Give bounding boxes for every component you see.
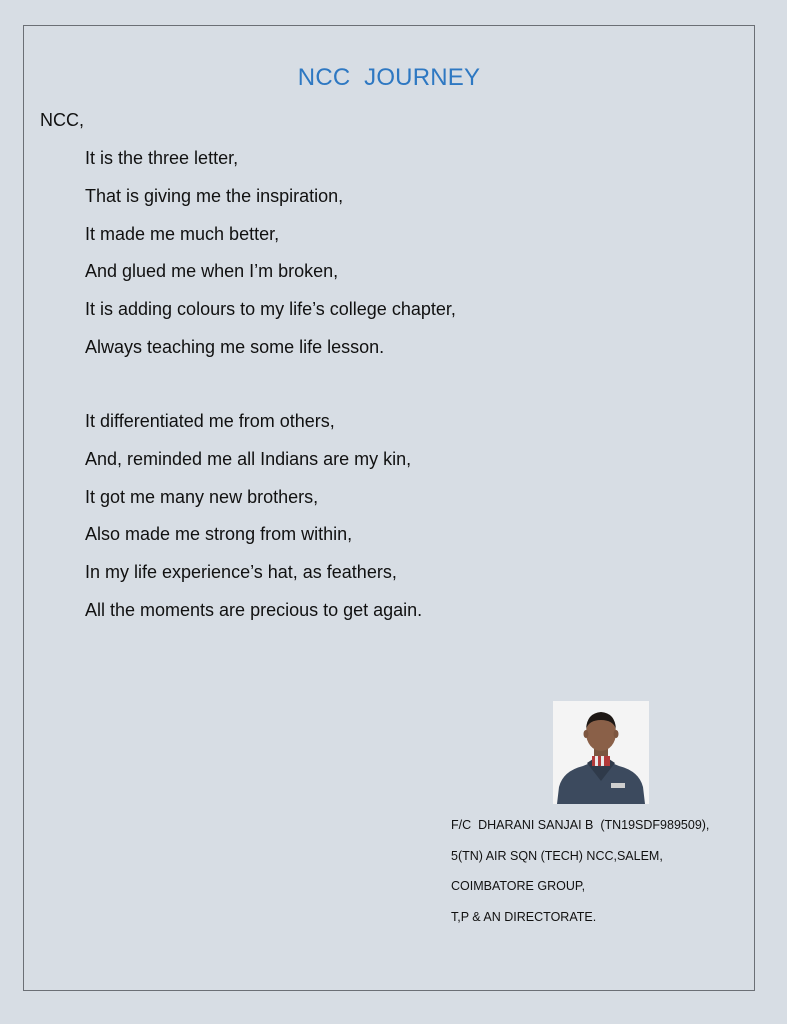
- signature-block: [451, 818, 709, 940]
- poem-line: It made me much better,: [85, 223, 280, 244]
- signature-line: COIMBATORE GROUP,: [451, 879, 586, 893]
- poem-salutation: NCC,: [40, 110, 84, 130]
- poem-line: Also made me strong from within,: [85, 524, 353, 545]
- poem-stanza-2: [85, 411, 422, 638]
- page-frame: [23, 25, 755, 991]
- poem-line: All the moments are precious to get again.: [85, 599, 423, 620]
- poem-line: It differentiated me from others,: [85, 411, 335, 431]
- poem-line: And glued me when I’m broken,: [85, 261, 339, 282]
- signature-line: 5(TN) AIR SQN (TECH) NCC,SALEM,: [451, 848, 663, 863]
- cadet-portrait-icon: [553, 701, 649, 804]
- signature-line: F/C DHARANI SANJAI B (TN19SDF989509),: [451, 818, 710, 832]
- poem-line: That is giving me the inspiration,: [85, 185, 344, 206]
- poem-line: In my life experience’s hat, as feathers,: [85, 562, 397, 583]
- signature-line: T,P & AN DIRECTORATE.: [451, 909, 597, 924]
- poem-line: It is the three letter,: [85, 148, 239, 168]
- poem-line: It is adding colours to my life’s college chapter,: [85, 299, 456, 320]
- poem-line: It got me many new brothers,: [85, 486, 319, 507]
- poem-line: Always teaching me some life lesson.: [85, 336, 385, 357]
- author-photo: [553, 701, 649, 804]
- page-title: NCC JOURNEY: [297, 64, 481, 91]
- poem-line: And, reminded me all Indians are my kin,: [85, 448, 412, 469]
- poem-stanza-1: [85, 148, 456, 375]
